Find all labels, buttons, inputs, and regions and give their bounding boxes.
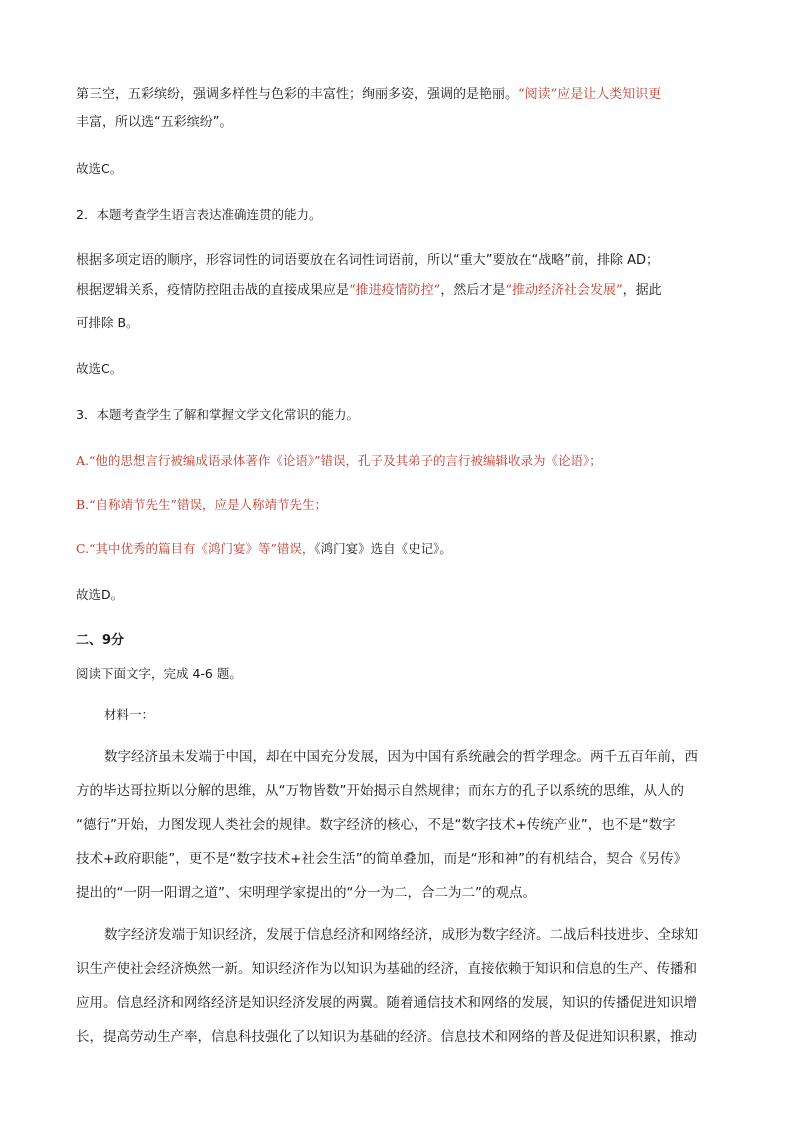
q3-answer: 故选D。 — [76, 587, 124, 602]
q2-title: 2．本题考查学生语言表达准确连贯的能力。 — [76, 207, 322, 222]
q2-highlight-2: “推动经济社会发展” — [505, 283, 623, 298]
q1-highlight: “阅读”应是让人类知识更 — [518, 87, 662, 102]
p2-line-3: 应用。信息经济和网络经济是知识经济发展的两翼。随着通信技术和网络的发展，知识的传播促进知识增 — [76, 995, 697, 1011]
q1-line-1 — [76, 86, 661, 104]
section-heading: 二、9分 — [76, 633, 125, 648]
p2-line-4: 长，提高劳动生产率，信息科技强化了以知识为基础的经济。信息技术和网络的普及促进知识积累，推动 — [76, 1029, 697, 1045]
q3-option-b: B.“自称靖节先生”错误，应是人称靖节先生； — [76, 497, 327, 512]
q3-title: 3．本题考查学生了解和掌握文学文化常识的能力。 — [76, 407, 359, 422]
p2-line-2: 识生产使社会经济焕然一新。知识经济作为以知识为基础的经济，直接依赖于知识和信息的生产、传播和 — [76, 961, 697, 977]
q2-line-2: 根据逻辑关系，疫情防控阻击战的直接成果应是“推进疫情防控”，然后才是“推动经济社会发展”，据此 — [76, 283, 662, 298]
p2-line-1: 数字经济发端于知识经济，发展于信息经济和网络经济，成形为数字经济。二战后科技进步、全球知 — [104, 927, 698, 943]
q3-option-c: C.“其中优秀的篇目有《鸿门宴》等”错误，《鸿门宴》选自《史记》。 — [76, 541, 452, 556]
q1-text: 第三空，五彩缤纷，强调多样性与色彩的丰富性；绚丽多姿，强调的是艳丽。 — [76, 87, 519, 102]
q3-option-a: A.“他的思想言行被编成语录体著作《论语》”错误，孔子及其弟子的言行被编辑收录为《论语》； — [76, 453, 602, 468]
section-intro: 阅读下面文字，完成 4-6 题。 — [76, 666, 242, 681]
material-label: 材料一： — [104, 707, 155, 722]
q2-highlight-1: “推进疫情防控” — [349, 283, 441, 298]
q2-answer: 故选C。 — [76, 361, 123, 376]
p1-line-1: 数字经济虽未发端于中国，却在中国充分发展，因为中国有系统融会的哲学理念。两千五百年前，西 — [104, 749, 698, 765]
p1-line-4: 技术+政府职能”，更不是“数字技术+社会生活”的简单叠加，而是“形和神”的有机结合，契合《另传》 — [76, 851, 688, 867]
p1-line-3: “德行”开始，力图发现人类社会的规律。数字经济的核心，不是“数字技术+传统产业”，也不是“数字 — [76, 817, 676, 833]
q2-line-1: 根据多项定语的顺序，形容词性的词语要放在名词性词语前，所以“重大”要放在“战略”前，排除 AD； — [76, 253, 659, 268]
q1-answer: 故选C。 — [76, 161, 123, 176]
p1-line-2: 方的毕达哥拉斯以分解的思维，从“万物皆数”开始揭示自然规律；而东方的孔子以系统的思维，从人的 — [76, 783, 684, 799]
p1-line-5: 提出的“一阴一阳谓之道”、宋明理学家提出的“分一为二，合二为二”的观点。 — [76, 885, 536, 901]
q2-line-3: 可排除 B。 — [76, 315, 139, 330]
q1-line-2: 丰富，所以选“五彩缤纷”。 — [76, 115, 233, 130]
